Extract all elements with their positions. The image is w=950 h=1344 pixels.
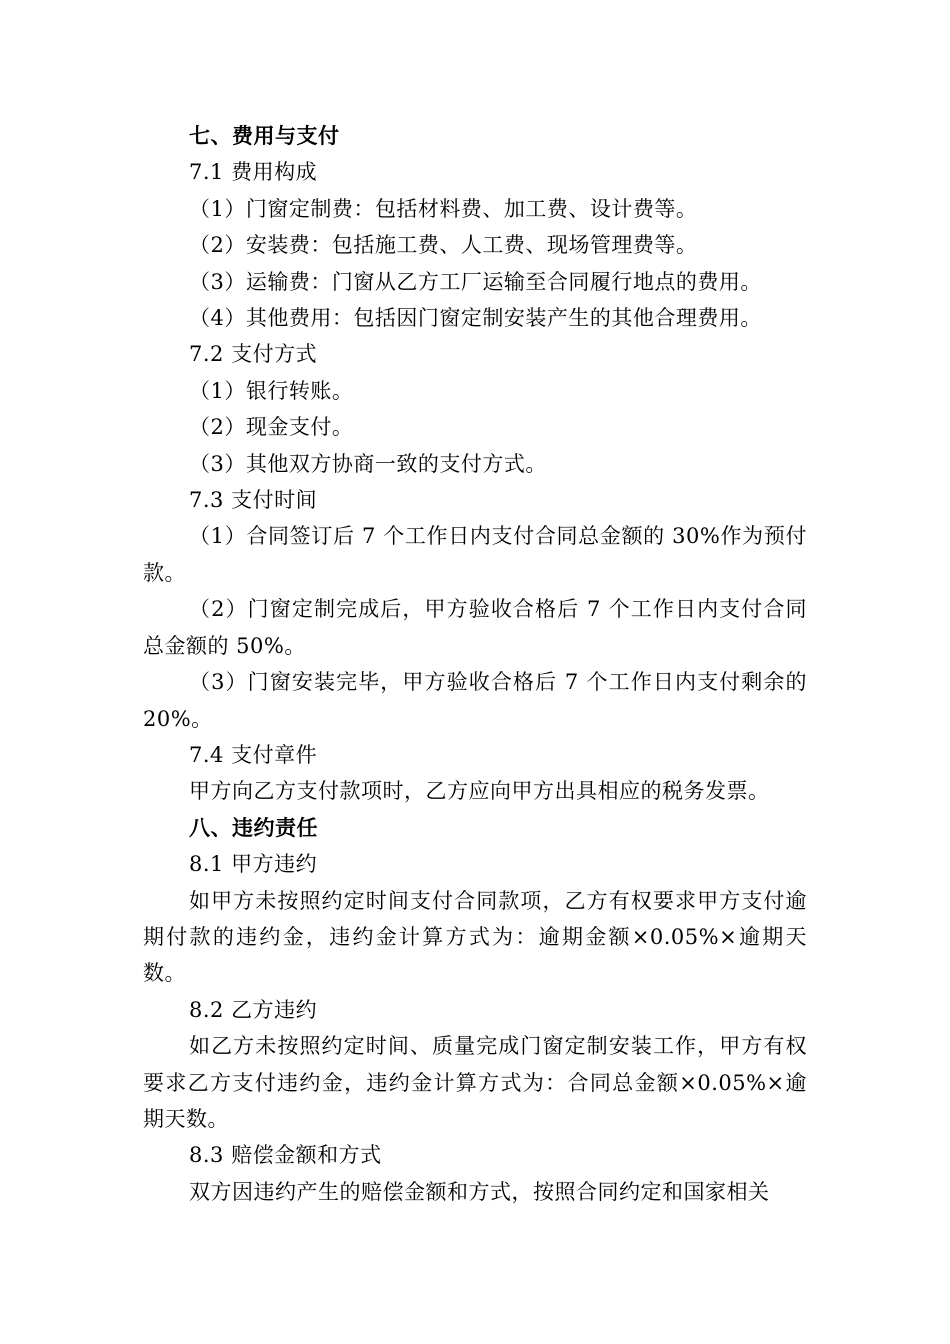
list-item-advance-payment: （1）合同签订后 7 个工作日内支付合同总金额的 30%作为预付款。	[143, 524, 807, 585]
list-item-bank-transfer: （1）银行转账。	[189, 378, 354, 403]
subsection-heading-payment-documents: 7.4 支付章件	[189, 742, 318, 767]
paragraph-tax-invoice: 甲方向乙方支付款项时，乙方应向甲方出具相应的税务发票。	[189, 779, 770, 804]
list-item-second-payment: （2）门窗定制完成后，甲方验收合格后 7 个工作日内支付合同总金额的 50%。	[143, 597, 807, 658]
subsection-heading-party-b-breach: 8.2 乙方违约	[189, 997, 318, 1022]
list-item-cash-payment: （2）现金支付。	[189, 415, 354, 440]
list-item-customization-fee: （1）门窗定制费：包括材料费、加工费、设计费等。	[189, 196, 698, 221]
document-body	[143, 118, 807, 1210]
paragraph-party-a-breach: 如甲方未按照约定时间支付合同款项，乙方有权要求甲方支付逾期付款的违约金，违约金计算方式为：逾期金额×0.05%×逾期天数。	[143, 888, 807, 986]
list-item-other-methods: （3）其他双方协商一致的支付方式。	[189, 451, 547, 476]
section-heading-fees-and-payment: 七、费用与支付	[189, 123, 340, 148]
subsection-heading-party-a-breach: 8.1 甲方违约	[189, 852, 318, 877]
list-item-installation-fee: （2）安装费：包括施工费、人工费、现场管理费等。	[189, 233, 698, 258]
section-heading-liability: 八、违约责任	[189, 814, 318, 840]
subsection-heading-payment-method: 7.2 支付方式	[189, 342, 318, 367]
list-item-final-payment: （3）门窗安装完毕，甲方验收合格后 7 个工作日内支付剩余的 20%。	[143, 670, 807, 731]
list-item-other-fees: （4）其他费用：包括因门窗定制安装产生的其他合理费用。	[189, 306, 762, 331]
list-item-transport-fee: （3）运输费：门窗从乙方工厂运输至合同履行地点的费用。	[189, 269, 762, 294]
subsection-heading-fee-composition: 7.1 费用构成	[189, 160, 318, 185]
subsection-heading-payment-time: 7.3 支付时间	[189, 488, 318, 513]
subsection-heading-compensation: 8.3 赔偿金额和方式	[189, 1143, 382, 1168]
paragraph-party-b-breach: 如乙方未按照约定时间、质量完成门窗定制安装工作，甲方有权要求乙方支付违约金，违约金计算方式为：合同总金额×0.05%×逾期天数。	[143, 1034, 807, 1131]
paragraph-compensation: 双方因违约产生的赔偿金额和方式，按照合同约定和国家相关	[189, 1179, 770, 1204]
